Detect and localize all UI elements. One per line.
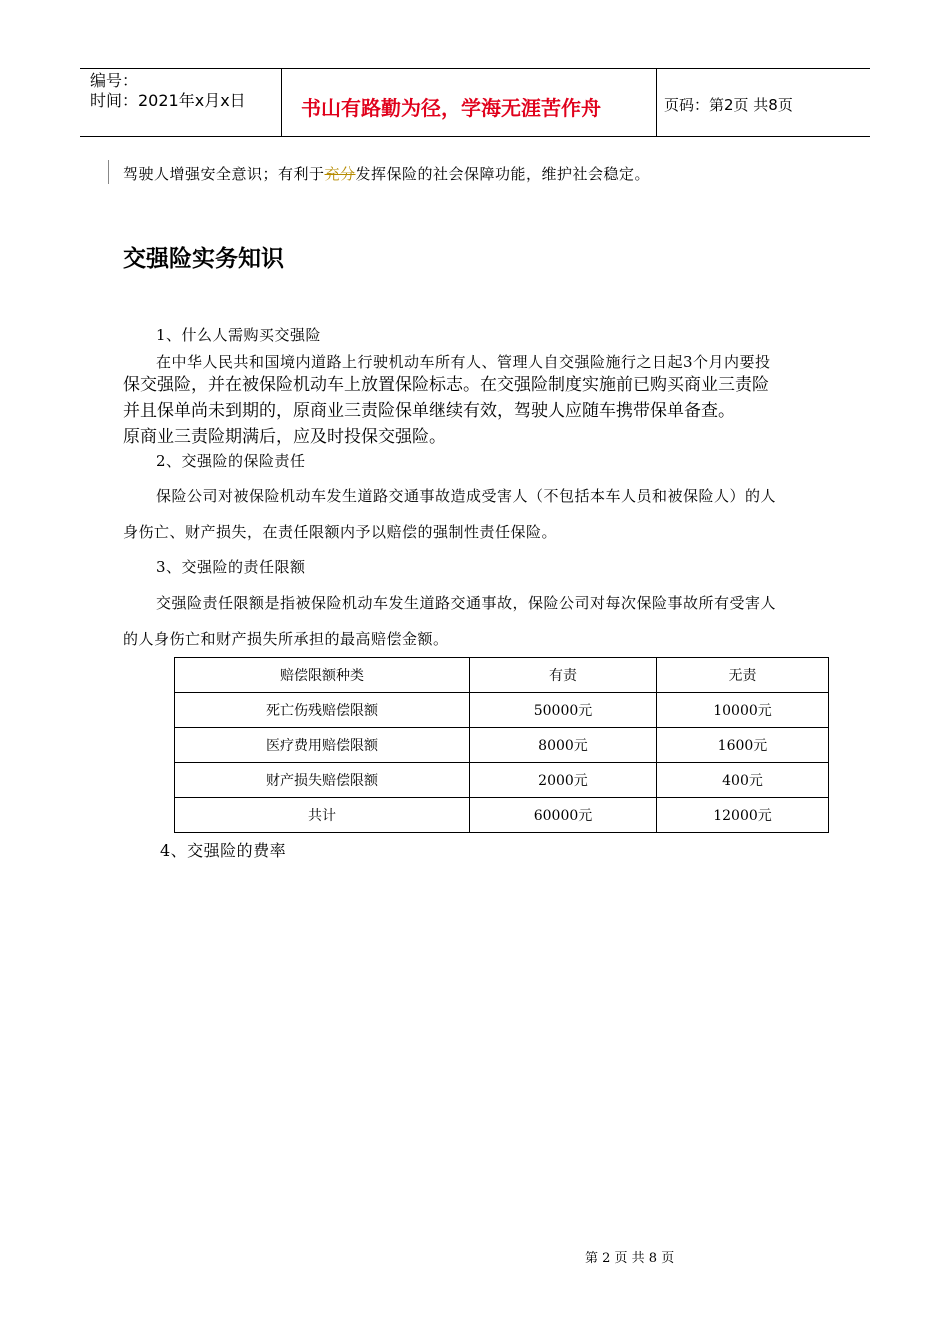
table-header-cell: 赔偿限额种类 — [175, 658, 470, 693]
q1-line: 在中华人民共和国境内道路上行驶机动车所有人、管理人自交强险施行之日起3个月内要投 — [156, 353, 771, 371]
q3-title: 3、交强险的责任限额 — [156, 558, 306, 576]
table-cell: 2000元 — [470, 763, 657, 798]
q2-line: 保险公司对被保险机动车发生道路交通事故造成受害人（不包括本车人员和被保险人）的人 — [156, 487, 777, 505]
page-footer: 第 2 页 共 8 页 — [585, 1251, 675, 1266]
q2-line: 身伤亡、财产损失，在责任限额内予以赔偿的强制性责任保险。 — [123, 523, 558, 541]
liability-limits-table — [174, 657, 829, 833]
header-divider — [281, 68, 282, 136]
table-cell: 财产损失赔偿限额 — [175, 763, 470, 798]
header-page-info: 页码：第2页 共8页 — [664, 96, 793, 114]
document-date: 时间：2021年x月x日 — [90, 91, 246, 110]
q1-line: 原商业三责险期满后，应及时投保交强险。 — [123, 427, 446, 447]
table-total-row — [175, 798, 829, 833]
table-header-row — [175, 658, 829, 693]
table-cell: 8000元 — [470, 728, 657, 763]
header-divider — [656, 68, 657, 136]
table-cell: 共计 — [175, 798, 470, 833]
section-title: 交强险实务知识 — [123, 246, 284, 272]
header-bottom-rule — [80, 136, 870, 137]
table-row — [175, 728, 829, 763]
table-row — [175, 693, 829, 728]
header-motto: 书山有路勤为径，学海无涯苦作舟 — [301, 96, 601, 120]
q1-line: 保交强险，并在被保险机动车上放置保险标志。在交强险制度实施前已购买商业三责险 — [123, 375, 769, 395]
q2-title: 2、交强险的保险责任 — [156, 452, 306, 470]
q1-line: 并且保单尚未到期的，原商业三责险保单继续有效，驾驶人应随车携带保单备查。 — [123, 401, 735, 421]
document-number-label: 编号： — [90, 71, 139, 90]
table-row — [175, 763, 829, 798]
table-cell: 400元 — [657, 763, 829, 798]
table-header-cell: 无责 — [657, 658, 829, 693]
table-cell: 10000元 — [657, 693, 829, 728]
header-top-rule — [80, 68, 870, 69]
q4-title: 4、交强险的费率 — [160, 841, 287, 860]
intro-paragraph — [123, 163, 650, 184]
intro-text-prefix: 驾驶人增强安全意识；有利于 — [123, 165, 325, 183]
table-cell: 60000元 — [470, 798, 657, 833]
q1-title: 1、什么人需购买交强险 — [156, 326, 322, 344]
margin-change-bar — [108, 160, 109, 184]
table-cell: 50000元 — [470, 693, 657, 728]
table-cell: 医疗费用赔偿限额 — [175, 728, 470, 763]
table-cell: 死亡伤残赔偿限额 — [175, 693, 470, 728]
intro-text-suffix: 发挥保险的社会保障功能，维护社会稳定。 — [355, 165, 651, 183]
q3-line: 的人身伤亡和财产损失所承担的最高赔偿金额。 — [123, 630, 449, 648]
q3-line: 交强险责任限额是指被保险机动车发生道路交通事故，保险公司对每次保险事故所有受害人 — [156, 594, 777, 612]
table-header-cell: 有责 — [470, 658, 657, 693]
table-cell: 1600元 — [657, 728, 829, 763]
deleted-text: 充分 — [324, 165, 356, 183]
table-cell: 12000元 — [657, 798, 829, 833]
